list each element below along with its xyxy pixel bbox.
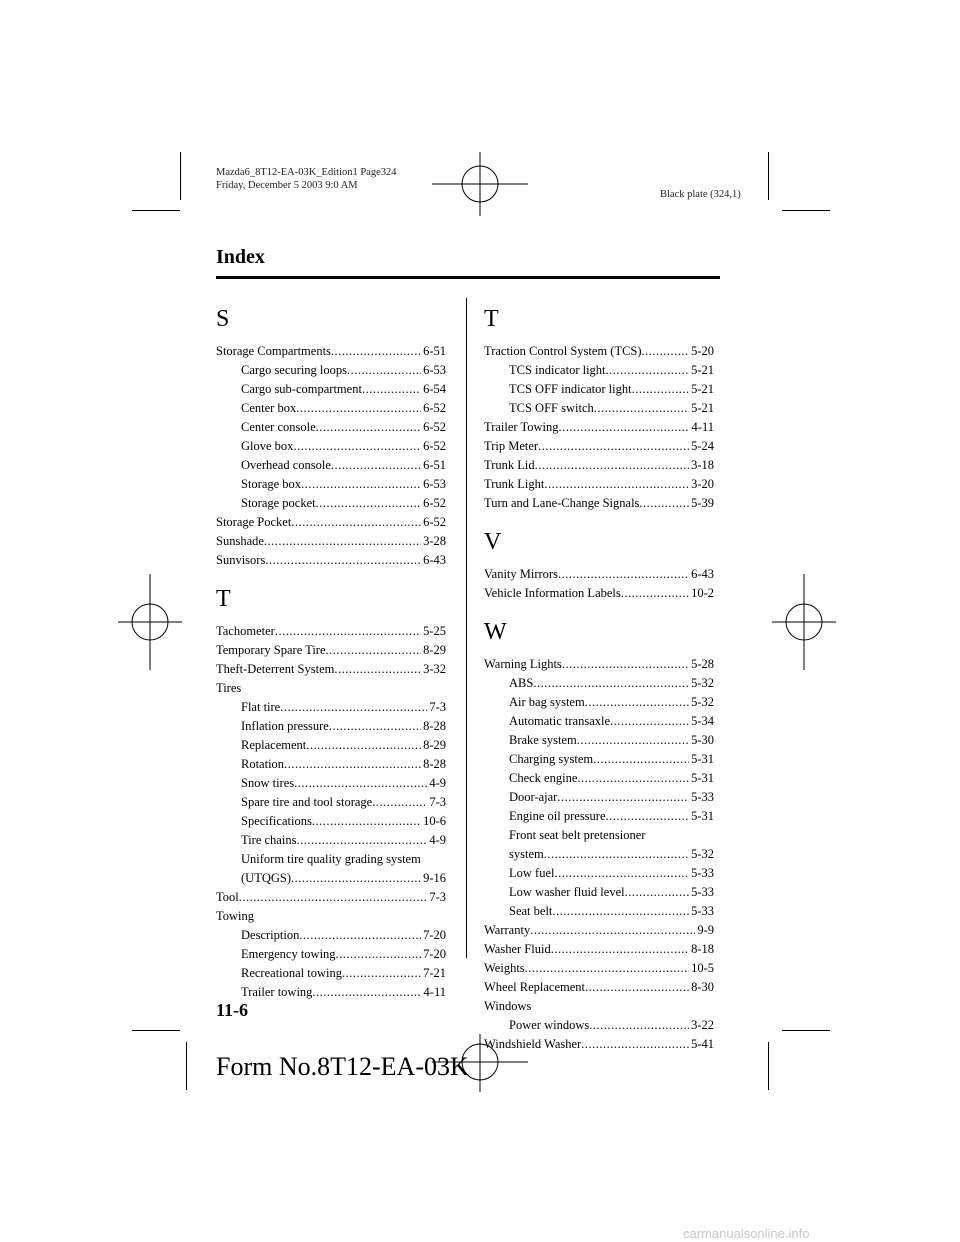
print-slug (216, 166, 397, 192)
index-subentry: Center box ..... 6-52 (216, 399, 446, 418)
index-entry: Traction Control System (TCS) ..... 5-20 (484, 342, 714, 361)
index-subentry: (UTQGS) ..... 9-16 (216, 869, 446, 888)
page-title: Index (216, 246, 265, 268)
index-entry: Trunk Lid ..... 3-18 (484, 456, 714, 475)
watermark-text: carmanualsonline.info (683, 1226, 810, 1241)
index-entry: Trip Meter ..... 5-24 (484, 437, 714, 456)
index-subentry: Snow tires ..... 4-9 (216, 774, 446, 793)
section-letter: T (216, 586, 231, 612)
index-subentry: Front seat belt pretensioner (509, 828, 646, 842)
section-letter: T (484, 306, 499, 332)
section-letter: V (484, 529, 502, 555)
column-divider (466, 298, 467, 958)
index-entry: Theft-Deterrent System ..... 3-32 (216, 660, 446, 679)
index-subentry: Engine oil pressure ..... 5-31 (484, 807, 714, 826)
crop-mark (782, 1030, 830, 1031)
form-number: Form No.8T12-EA-03K (216, 1052, 469, 1081)
index-subentry: system ..... 5-32 (484, 845, 714, 864)
index-entry: Trunk Light ..... 3-20 (484, 475, 714, 494)
index-subentry: Cargo securing loops ..... 6-53 (216, 361, 446, 380)
index-subentry: Glove box ..... 6-52 (216, 437, 446, 456)
plate-label: Black plate (324,1) (660, 189, 741, 200)
crop-mark (768, 152, 769, 200)
crop-mark (186, 1042, 187, 1090)
title-rule (216, 276, 720, 279)
index-subentry: ABS ..... 5-32 (484, 674, 714, 693)
index-subentry: Rotation ..... 8-28 (216, 755, 446, 774)
slug-line: Friday, December 5 2003 9:0 AM (216, 180, 358, 191)
index-subentry: Description ..... 7-20 (216, 926, 446, 945)
index-subentry: Uniform tire quality grading system (241, 852, 421, 866)
index-subentry: Automatic transaxle ..... 5-34 (484, 712, 714, 731)
index-subentry: TCS OFF indicator light ..... 5-21 (484, 380, 714, 399)
index-subentry: Center console ..... 6-52 (216, 418, 446, 437)
index-subentry: TCS OFF switch ..... 5-21 (484, 399, 714, 418)
index-subentry: Inflation pressure ..... 8-28 (216, 717, 446, 736)
index-subentry: Storage pocket ..... 6-52 (216, 494, 446, 513)
index-subentry: Air bag system ..... 5-32 (484, 693, 714, 712)
index-subentry: Trailer towing ..... 4-11 (216, 983, 446, 1002)
index-subentry: TCS indicator light ..... 5-21 (484, 361, 714, 380)
index-subentry: Overhead console ..... 6-51 (216, 456, 446, 475)
index-subentry: Door-ajar ..... 5-33 (484, 788, 714, 807)
index-entry: Trailer Towing ..... 4-11 (484, 418, 714, 437)
index-entry: Tool ..... 7-3 (216, 888, 446, 907)
crop-mark (782, 210, 830, 211)
registration-mark-icon (772, 574, 836, 670)
index-column-right (484, 302, 714, 1054)
index-entry: Washer Fluid ..... 8-18 (484, 940, 714, 959)
index-entry: Weights ..... 10-5 (484, 959, 714, 978)
index-entry: Towing (216, 909, 255, 923)
index-entry: Tachometer ..... 5-25 (216, 622, 446, 641)
index-subentry: Spare tire and tool storage ..... 7-3 (216, 793, 446, 812)
index-subentry: Low washer fluid level ..... 5-33 (484, 883, 714, 902)
index-subentry: Brake system ..... 5-30 (484, 731, 714, 750)
index-subentry: Cargo sub-compartment ..... 6-54 (216, 380, 446, 399)
index-subentry: Tire chains ..... 4-9 (216, 831, 446, 850)
index-entry: Tires (216, 681, 242, 695)
crop-mark (768, 1042, 769, 1090)
index-subentry: Flat tire ..... 7-3 (216, 698, 446, 717)
index-subentry: Storage box ..... 6-53 (216, 475, 446, 494)
index-subentry: Low fuel ..... 5-33 (484, 864, 714, 883)
index-subentry: Recreational towing ..... 7-21 (216, 964, 446, 983)
registration-mark-icon (118, 574, 182, 670)
index-subentry: Replacement ..... 8-29 (216, 736, 446, 755)
index-entry: Storage Compartments ..... 6-51 (216, 342, 446, 361)
index-subentry: Check engine ..... 5-31 (484, 769, 714, 788)
index-entry: Turn and Lane-Change Signals ..... 5-39 (484, 494, 714, 513)
crop-mark (132, 1030, 180, 1031)
index-subentry: Seat belt ..... 5-33 (484, 902, 714, 921)
slug-line: Mazda6_8T12-EA-03K_Edition1 Page324 (216, 167, 397, 178)
index-entry: Sunshade ..... 3-28 (216, 532, 446, 551)
crop-mark (180, 152, 181, 200)
index-entry: Warranty ..... 9-9 (484, 921, 714, 940)
index-entry: Warning Lights ..... 5-28 (484, 655, 714, 674)
section-letter: W (484, 619, 507, 645)
registration-mark-icon (432, 152, 528, 216)
crop-mark (132, 210, 180, 211)
index-entry: Vehicle Information Labels ..... 10-2 (484, 584, 714, 603)
index-entry: Temporary Spare Tire ..... 8-29 (216, 641, 446, 660)
index-entry: Vanity Mirrors ..... 6-43 (484, 565, 714, 584)
index-entry: Sunvisors ..... 6-43 (216, 551, 446, 570)
index-entry: Wheel Replacement ..... 8-30 (484, 978, 714, 997)
section-letter: S (216, 306, 230, 332)
page-number: 11-6 (216, 1000, 249, 1020)
index-subentry: Power windows ..... 3-22 (484, 1016, 714, 1035)
index-subentry: Emergency towing ..... 7-20 (216, 945, 446, 964)
index-entry: Windshield Washer ..... 5-41 (484, 1035, 714, 1054)
index-subentry: Specifications ..... 10-6 (216, 812, 446, 831)
index-entry: Windows (484, 999, 532, 1013)
index-entry: Storage Pocket ..... 6-52 (216, 513, 446, 532)
index-column-left (216, 302, 446, 1002)
index-subentry: Charging system ..... 5-31 (484, 750, 714, 769)
